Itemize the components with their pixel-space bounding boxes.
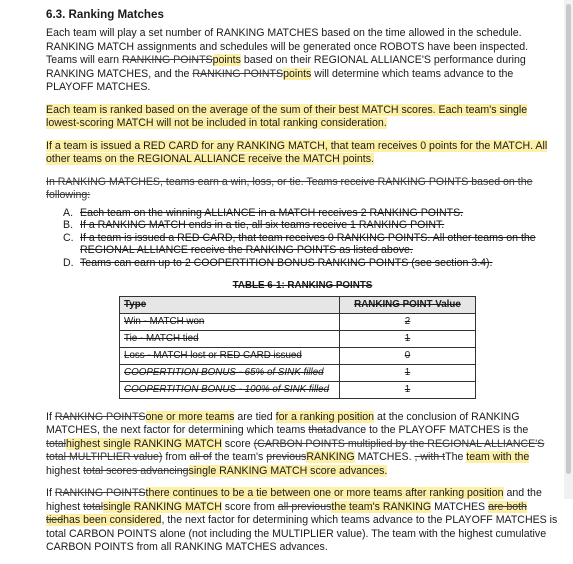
inserted-text: one or more teams bbox=[145, 410, 235, 423]
list-item-text: If a team is issued a RED CARD, that team receives 0 RANKING POINTS. All other teams on the REGIONAL ALLIANCE receive the RANKING POINTS as listed above. bbox=[80, 231, 536, 257]
list-item-text: Each team on the winning ALLIANCE in a MATCH receives 2 RANKING POINTS. bbox=[80, 206, 464, 219]
list-item-text: If a RANKING MATCH ends in a tie, all six teams receive 1 RANKING POINT. bbox=[80, 219, 445, 232]
paragraph-ranking-matches bbox=[46, 27, 559, 95]
table-cell: Win - MATCH won bbox=[120, 313, 340, 330]
scrollbar-thumb[interactable] bbox=[566, 4, 571, 474]
deleted-text: are both tied bbox=[46, 500, 527, 527]
text-run: are tied bbox=[234, 410, 276, 423]
table-row bbox=[120, 313, 476, 330]
paragraph-tiebreaker-2 bbox=[46, 487, 559, 555]
text-run: the team's bbox=[211, 451, 267, 464]
text-run: The bbox=[445, 451, 467, 464]
paragraph-tiebreaker-1 bbox=[46, 411, 559, 479]
text-run: from bbox=[162, 451, 190, 464]
inserted-text: there continues to be a tie between one or more teams after ranking position bbox=[145, 487, 504, 500]
table-cell: Loss - MATCH lost or RED CARD issued bbox=[120, 347, 340, 364]
list-item bbox=[63, 256, 559, 270]
text-run: highest bbox=[46, 464, 84, 477]
deleted-text: all previous bbox=[277, 500, 332, 513]
list-marker: C. bbox=[63, 231, 74, 244]
text-run: MATCHES. bbox=[354, 451, 415, 464]
list-marker: D. bbox=[63, 256, 74, 269]
section-heading: 6.3. Ranking Matches bbox=[46, 8, 164, 21]
deleted-text: previous bbox=[266, 451, 307, 464]
table-cell: 2 bbox=[340, 313, 476, 330]
text-run: score from bbox=[221, 500, 278, 513]
table-header-cell: RANKING POINT Value bbox=[340, 296, 476, 313]
text-run: If bbox=[46, 410, 55, 423]
inserted-text: points bbox=[212, 54, 241, 66]
text-run: will determine which teams advance to the PLAYOFF MATCHES. bbox=[46, 67, 514, 93]
deleted-text: RANKING POINTS bbox=[192, 67, 284, 80]
paragraph-ranking-points-deleted bbox=[46, 176, 559, 203]
table-cell: Tie - MATCH tied bbox=[120, 330, 340, 347]
table-cell: COOPERTITION BONUS - 100% of SINK filled bbox=[120, 381, 340, 398]
text-run: If bbox=[46, 487, 55, 500]
text-run: and the highest bbox=[46, 487, 542, 513]
inserted-text: has been considered bbox=[63, 514, 162, 527]
list-item-text: Teams can earn up to 2 COOPERTITION BONUS RANKING POINTS (see section 3.4). bbox=[80, 256, 493, 269]
table-row bbox=[120, 347, 476, 364]
document-content bbox=[46, 8, 559, 564]
inserted-text: the team's RANKING bbox=[331, 500, 432, 513]
deleted-text: , with t bbox=[414, 451, 446, 464]
table-header-row bbox=[120, 296, 476, 313]
table-cell: COOPERTITION BONUS - 65% of SINK filled bbox=[120, 364, 340, 381]
inserted-text: Each team is ranked based on the average of the sum of their best MATCH scores. Each team's single lowest-scoring MATCH will not be included in total ranking consideration. bbox=[46, 103, 528, 129]
text-run: advance to the PLAYOFF MATCHES is the bbox=[326, 424, 529, 437]
list-marker: B. bbox=[63, 219, 74, 232]
deleted-text: RANKING POINTS bbox=[121, 54, 213, 66]
deleted-text: total bbox=[46, 437, 67, 450]
text-run: Each team will play a set number of RANKING MATCHES based on the time allowed in the schedule. RANKING MATCH assignments and schedules will be generated once ROBOTS have been inspected. Teams will earn bbox=[46, 27, 529, 66]
inserted-text: If a team is issued a RED CARD for any RANKING MATCH, that team receives 0 points for the MATCH. All other teams on the REGIONAL ALLIANCE receive the MATCH points. bbox=[46, 139, 548, 165]
table-row bbox=[120, 364, 476, 381]
deleted-text: RANKING POINTS bbox=[54, 410, 146, 423]
deleted-text: all of bbox=[189, 451, 212, 464]
list-item bbox=[63, 219, 559, 232]
table-caption: TABLE 6-1: RANKING POINTS bbox=[232, 280, 373, 292]
text-run: , the next factor for determining which teams advance to the PLAYOFF MATCHES is total CARBON POINTS alone (not including the MULTIPLIER value). The team with the highest cumulative CARBON POINTS from all RANKING MATCHES advances. bbox=[46, 514, 558, 554]
table-cell: 0 bbox=[340, 347, 476, 364]
inserted-text: single RANKING MATCH score advances. bbox=[188, 464, 388, 477]
paragraph-average-ranking bbox=[46, 104, 559, 131]
deleted-text: RANKING POINTS bbox=[54, 487, 146, 500]
inserted-text: points bbox=[283, 67, 312, 80]
inserted-text: highest single RANKING MATCH bbox=[66, 437, 222, 450]
table-row bbox=[120, 381, 476, 398]
list-item bbox=[63, 231, 559, 257]
deleted-text: total scores advancing bbox=[83, 464, 189, 477]
text-run: score bbox=[221, 437, 254, 450]
ranking-points-table bbox=[119, 296, 476, 399]
table-header-cell: Type bbox=[120, 296, 340, 313]
table-cell: 1 bbox=[340, 381, 476, 398]
table-cell: 1 bbox=[340, 364, 476, 381]
inserted-text: team with the bbox=[466, 451, 530, 464]
deleted-text: In RANKING MATCHES, teams earn a win, loss, or tie. Teams receive RANKING POINTS based on the following: bbox=[46, 175, 533, 201]
list-marker: A. bbox=[63, 206, 74, 219]
text-run: based on their REGIONAL ALLIANCE'S performance during RANKING MATCHES, and the bbox=[46, 54, 526, 80]
deleted-text: total bbox=[83, 500, 104, 513]
list-item bbox=[63, 206, 559, 220]
inserted-text: for a ranking position bbox=[275, 410, 375, 423]
paragraph-red-card bbox=[46, 140, 559, 167]
table-cell: 1 bbox=[340, 330, 476, 347]
deleted-text: (CARBON POINTS multiplied by the REGIONAL ALLIANCE'S total MULTIPLIER value) bbox=[46, 437, 545, 464]
text-run: at the conclusion of RANKING MATCHES, the next factor for determining which teams bbox=[46, 410, 520, 437]
vertical-scrollbar[interactable] bbox=[564, 0, 573, 499]
table-row bbox=[120, 330, 476, 347]
ranking-points-list bbox=[46, 207, 559, 270]
inserted-text: RANKING bbox=[306, 451, 355, 464]
deleted-text: that bbox=[308, 424, 327, 437]
inserted-text: single RANKING MATCH bbox=[103, 500, 222, 513]
text-run: MATCHES bbox=[431, 500, 489, 513]
